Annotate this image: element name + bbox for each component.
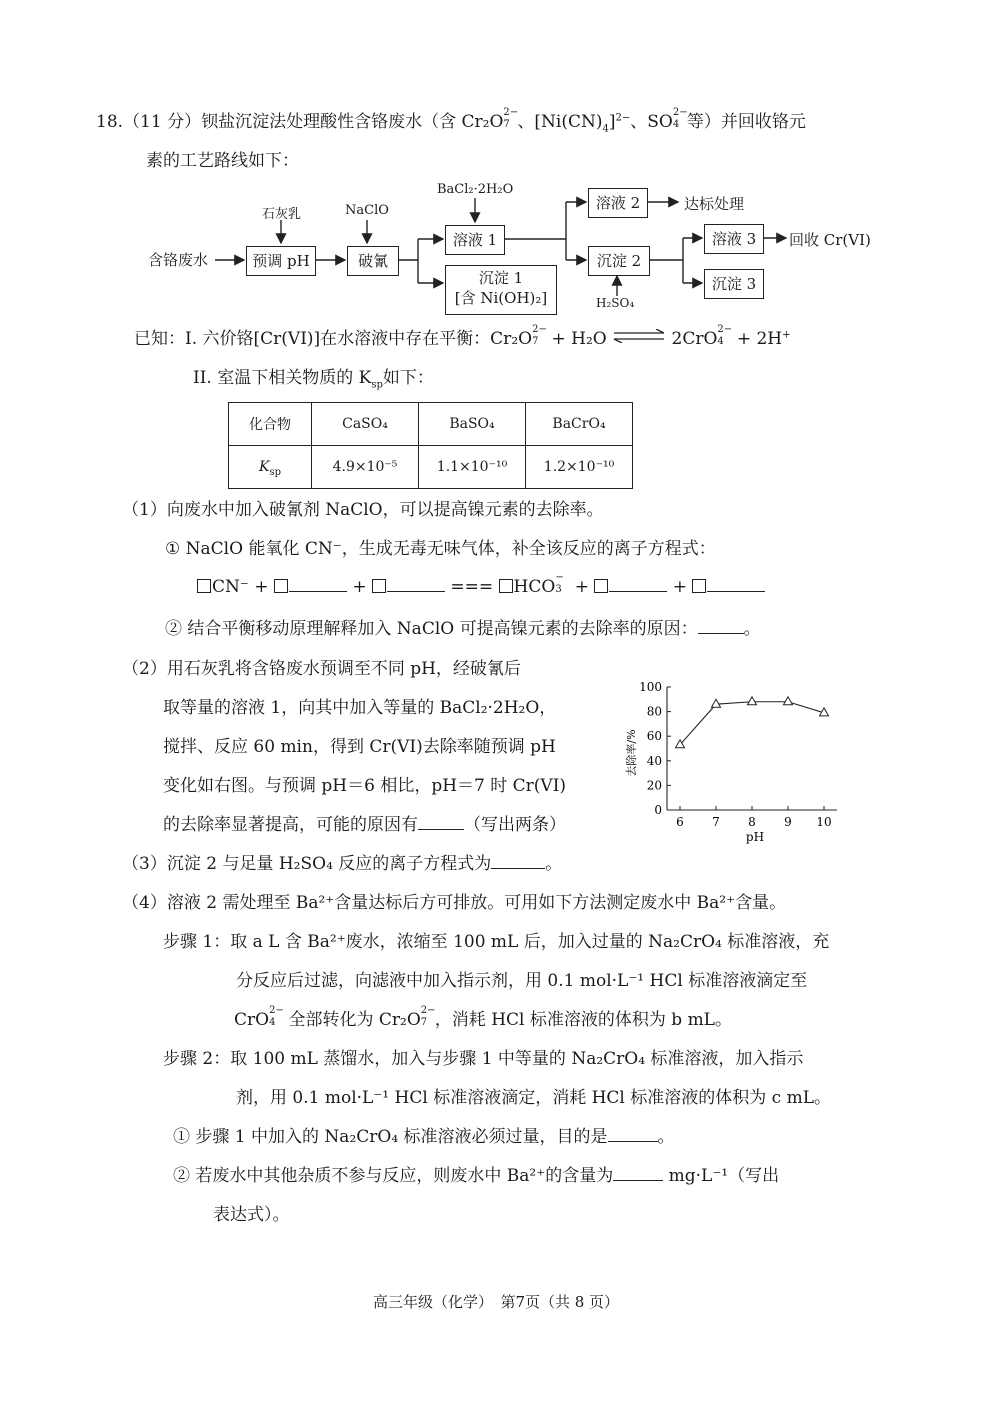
ksp-header-row xyxy=(229,403,633,446)
part4-step1-line2: 分反应后过滤，向滤液中加入指示剂，用 0.1 mol·L⁻¹ HCl 标准溶液滴定至 xyxy=(236,971,808,991)
coefficient-box[interactable] xyxy=(274,579,288,593)
reagent-bacl2-label: BaCl₂·2H₂O xyxy=(437,182,514,197)
coefficient-box[interactable] xyxy=(372,579,386,593)
ksp-compound: BaCrO₄ xyxy=(526,403,633,446)
chart-point xyxy=(712,699,721,707)
chart-x-tick-label: 9 xyxy=(784,815,792,829)
question-intro-line1: 18.（11 分）钡盐沉淀法处理酸性含铬废水（含 Cr₂O 2− 7 、$[Ni(CN)_4]^{2-}$、SO 2− 4 等）并回收铬元 xyxy=(96,107,806,135)
chart-x-tick-label: 6 xyxy=(676,815,684,829)
answer-blank[interactable] xyxy=(387,577,445,592)
box-precipitate-1 xyxy=(445,265,557,315)
known-ii: II. 室温下相关物质的 $K_{sp}$如下： xyxy=(193,368,434,391)
box-precipitate-3: 沉淀 3 xyxy=(704,269,764,299)
part4-step1-line1: 步骤 1：取 a L 含 Ba²⁺废水，浓缩至 100 mL 后，加入过量的 Na₂CrO₄ 标准溶液，充 xyxy=(163,932,830,952)
chart-points xyxy=(676,697,829,748)
chart-y-tick-label: 60 xyxy=(646,729,662,744)
ksp-row-label: $K_{sp}$ xyxy=(229,446,312,489)
answer-blank[interactable] xyxy=(609,577,667,592)
part2-last-line: 的去除率显著提高，可能的原因有 （写出两条） xyxy=(163,815,566,835)
ksp-value: 4.9×10⁻⁵ xyxy=(312,446,419,489)
chart-y-tick-label: 20 xyxy=(646,778,662,793)
chart-x-tick-label: 7 xyxy=(712,815,720,829)
part4-q1: ① 步骤 1 中加入的 Na₂CrO₄ 标准溶液必须过量，目的是 。 xyxy=(173,1127,675,1147)
reagent-naclo-label: NaClO xyxy=(345,203,389,218)
equilibrium-arrow-icon xyxy=(612,329,666,343)
precip1-line1: 沉淀 1 xyxy=(478,269,524,287)
part3-line: （3）沉淀 2 与足量 H₂SO₄ 反应的离子方程式为 。 xyxy=(122,854,563,874)
part4-step2-line1: 步骤 2：取 100 mL 蒸馏水，加入与步骤 1 中等量的 Na₂CrO₄ 标准溶液，加入指示 xyxy=(163,1049,804,1069)
chart-x-label: pH xyxy=(745,830,765,844)
precip1-line2: [含 Ni(OH)₂] xyxy=(454,289,548,307)
chart-x-tick-label: 10 xyxy=(816,815,832,829)
chart-x-tick-label: 8 xyxy=(748,815,756,829)
box-precipitate-2: 沉淀 2 xyxy=(588,246,650,276)
box-solution-2: 溶液 2 xyxy=(588,188,648,218)
chart-y-ticks xyxy=(639,680,671,817)
question-number: 18. xyxy=(96,112,124,132)
answer-blank[interactable] xyxy=(608,1127,658,1142)
chart-axes xyxy=(667,687,837,810)
part4-step2-line2: 剂，用 0.1 mol·L⁻¹ HCl 标准溶液滴定，消耗 HCl 标准溶液的体积为 c mL。 xyxy=(236,1088,832,1108)
part1-equation: CN⁻ + + === HCO − 3 + + xyxy=(197,575,765,599)
part2-line: 搅拌、反应 60 min，得到 Cr(VI)去除率随预调 pH xyxy=(163,737,556,757)
chart-y-tick-label: 100 xyxy=(639,680,662,694)
recover-label: 回收 Cr(VI) xyxy=(789,231,871,249)
page-footer: 高三年级（化学） 第7页（共 8 页） xyxy=(372,1293,620,1311)
box-solution-1: 溶液 1 xyxy=(445,225,505,255)
chart-point xyxy=(784,697,793,705)
part2-line: 变化如右图。与预调 pH＝6 相比，pH＝7 时 Cr(VI) xyxy=(163,776,567,796)
part2-line: 取等量的溶液 1，向其中加入等量的 BaCl₂·2H₂O， xyxy=(163,698,557,718)
flow-start-label: 含铬废水 xyxy=(148,251,209,269)
part1-stem: （1）向废水中加入破氰剂 NaClO，可以提高镍元素的去除率。 xyxy=(122,500,604,520)
coefficient-box[interactable] xyxy=(499,579,513,593)
removal-rate-chart xyxy=(615,675,855,845)
ksp-value-row xyxy=(229,446,633,489)
reagent-lime-label: 石灰乳 xyxy=(262,207,302,222)
box-adjust-ph: 预调 pH xyxy=(246,246,316,276)
part4-step1-line3: CrO 2− 4 全部转化为 Cr₂O 2− 7 ，消耗 HCl 标准溶液的体积为 b mL。 xyxy=(234,1005,732,1030)
chart-y-tick-label: 0 xyxy=(654,803,662,817)
coefficient-box[interactable] xyxy=(197,579,211,593)
reagent-h2so4-label: H₂SO₄ xyxy=(596,296,635,310)
answer-blank[interactable] xyxy=(491,854,545,869)
ksp-compound: BaSO₄ xyxy=(419,403,526,446)
box-decyanation: 破氰 xyxy=(347,246,399,276)
chart-y-tick-label: 40 xyxy=(646,753,662,768)
chart-y-tick-label: 80 xyxy=(646,704,662,719)
ksp-value: 1.2×10⁻¹⁰ xyxy=(526,446,633,489)
part1-sub1: ① NaClO 能氧化 CN⁻，生成无毒无味气体，补全该反应的离子方程式： xyxy=(165,539,716,559)
answer-blank[interactable] xyxy=(707,577,765,592)
coefficient-box[interactable] xyxy=(594,579,608,593)
part2-line: （2）用石灰乳将含铬废水预调至不同 pH，经破氰后 xyxy=(122,659,521,679)
question-intro-line2: 素的工艺路线如下： xyxy=(146,151,299,171)
ksp-table xyxy=(228,402,633,489)
ksp-value: 1.1×10⁻¹⁰ xyxy=(419,446,526,489)
answer-blank[interactable] xyxy=(289,577,347,592)
part4-q2: ② 若废水中其他杂质不参与反应，则废水中 Ba²⁺的含量为 mg·L⁻¹（写出 xyxy=(173,1166,780,1186)
part4-q2-tail: 表达式）。 xyxy=(213,1205,290,1225)
box-solution-3: 溶液 3 xyxy=(704,224,764,254)
known-i: 已知：I. 六价铬[Cr(VI)]在水溶液中存在平衡：Cr₂O 2− 7 + H₂O 2CrO 2− 4 + 2H+ xyxy=(134,324,791,349)
answer-blank[interactable] xyxy=(613,1166,663,1181)
answer-blank[interactable] xyxy=(418,815,464,830)
answer-blank[interactable] xyxy=(698,619,744,634)
part1-sub2: ② 结合平衡移动原理解释加入 NaClO 可提高镍元素的去除率的原因： 。 xyxy=(165,619,761,639)
discharge-label: 达标处理 xyxy=(684,195,745,213)
chart-point xyxy=(748,697,757,705)
chart-y-label: 去除率/% xyxy=(625,729,638,777)
coefficient-box[interactable] xyxy=(692,579,706,593)
chart-series-line xyxy=(680,702,824,745)
ksp-compound: CaSO₄ xyxy=(312,403,419,446)
ksp-header-label: 化合物 xyxy=(229,403,312,446)
part4-stem: （4）溶液 2 需处理至 Ba²⁺含量达标后方可排放。可用如下方法测定废水中 Ba²⁺含量。 xyxy=(122,893,787,913)
